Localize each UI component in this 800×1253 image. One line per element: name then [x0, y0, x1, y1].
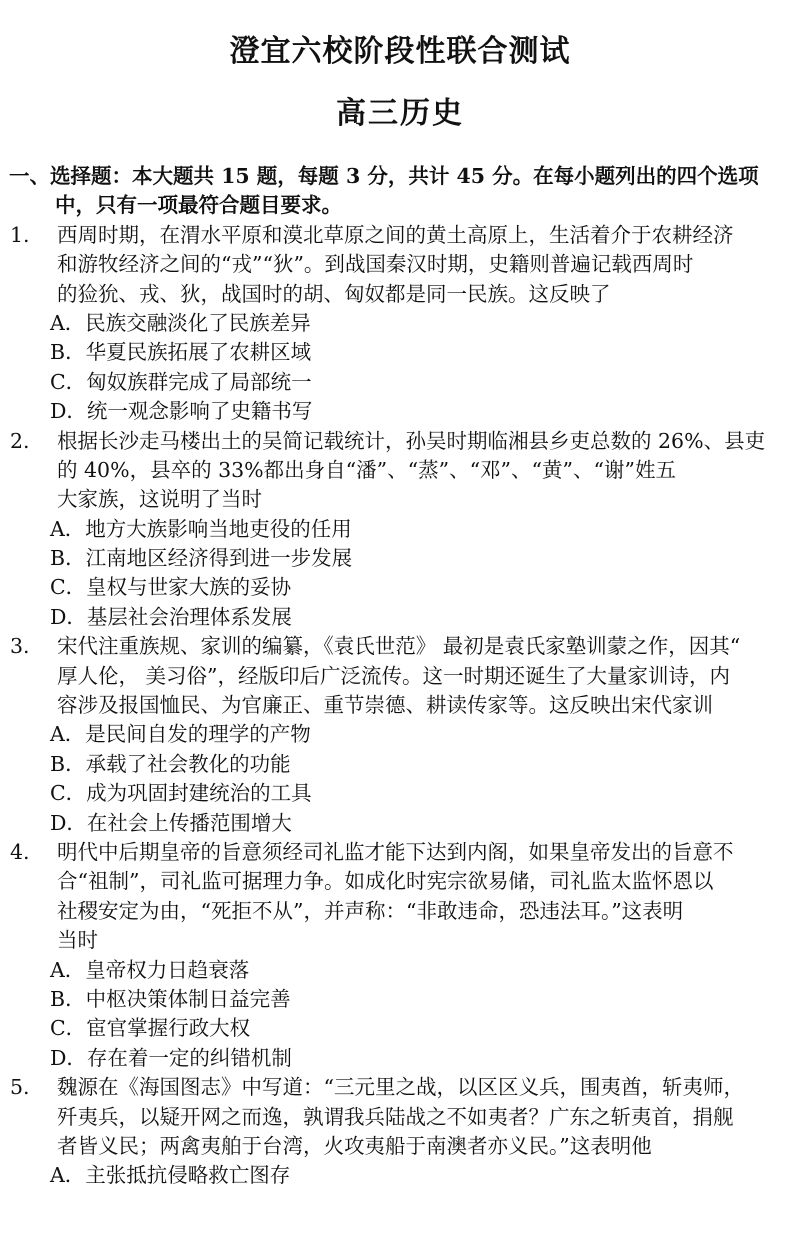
option-text: C．成为巩固封建统治的工具	[50, 781, 312, 806]
option-d	[0, 397, 800, 426]
option-text: D．基层社会治理体系发展	[50, 604, 292, 629]
question-text: 的猃狁、戎、狄，战国时的胡、匈奴都是同一民族。这反映了	[57, 281, 611, 306]
option-b	[0, 750, 800, 779]
option-text: B．华夏民族拓展了农耕区域	[50, 340, 312, 365]
question-2-line	[0, 485, 800, 514]
question-text: 合“祖制”，司礼监可据理力争。如成化时宪宗欲易储，司礼监太监怀恩以	[57, 869, 714, 894]
option-text: B．江南地区经济得到进一步发展	[50, 546, 353, 571]
question-text: 大家族，这说明了当时	[57, 487, 262, 512]
option-text: D．存在着一定的纠错机制	[50, 1045, 292, 1070]
option-c	[0, 573, 800, 602]
option-text: C．宦官掌握行政大权	[50, 1016, 251, 1041]
option-d	[0, 603, 800, 632]
option-text: D．统一观念影响了史籍书写	[50, 399, 313, 424]
question-text: 西周时期，在渭水平原和漠北草原之间的黄土高原上，生活着介于农耕经济	[57, 222, 734, 247]
option-text: C．皇权与世家大族的妥协	[50, 575, 292, 600]
question-4-line	[0, 867, 800, 896]
section-heading-line: 中，只有一项最符合题目要求。	[55, 193, 342, 218]
question-5-line	[0, 1132, 800, 1161]
question-1	[0, 221, 800, 250]
question-1-line	[0, 250, 800, 279]
option-a	[0, 956, 800, 985]
option-text: A．主张抵抗侵略救亡图存	[50, 1163, 291, 1188]
option-a	[0, 309, 800, 338]
option-d	[0, 809, 800, 838]
question-text: 者皆义民；两禽夷舶于台湾，火攻夷船于南澳者亦义民。”这表明他	[57, 1133, 652, 1158]
question-3-line	[0, 691, 800, 720]
question-number: 5.	[10, 1075, 30, 1100]
question-text: 的 40%，县卒的 33%都出身自“潘”、“蒸”、“邓”、“黄”、“谢”姓五	[57, 457, 676, 482]
question-text: 社稷安定为由，“死拒不从”，并声称：“非敢违命，恐违法耳。”这表明	[57, 898, 684, 923]
question-text: 歼夷兵，以疑开网之而逸，孰谓我兵陆战之不如夷者？广东之斩夷首，捐舰	[57, 1104, 734, 1129]
question-4	[0, 838, 800, 867]
option-a	[0, 515, 800, 544]
question-5	[0, 1073, 800, 1102]
question-text: 明代中后期皇帝的旨意须经司礼监才能下达到内阁，如果皇帝发出的旨意不	[57, 839, 734, 864]
question-2	[0, 427, 800, 456]
question-text: 宋代注重族规、家训的编纂，《袁氏世范》 最初是袁氏家塾训蒙之作，因其“	[57, 634, 741, 659]
question-3	[0, 632, 800, 661]
option-c	[0, 1014, 800, 1043]
option-text: C．匈奴族群完成了局部统一	[50, 369, 312, 394]
option-text: B．承载了社会教化的功能	[50, 751, 291, 776]
option-text: B．中枢决策体制日益完善	[50, 986, 291, 1011]
question-number: 4.	[10, 839, 30, 864]
question-2-line	[0, 456, 800, 485]
document-subtitle: 高三历史	[336, 96, 464, 131]
option-text: D．在社会上传播范围增大	[50, 810, 292, 835]
option-text: A．皇帝权力日趋衰落	[50, 957, 250, 982]
question-text: 厚人伦， 美习俗”，经版印后广泛流传。这一时期还诞生了大量家训诗，内	[57, 663, 730, 688]
option-text: A．地方大族影响当地吏役的任用	[50, 516, 352, 541]
question-4-line	[0, 897, 800, 926]
question-text: 魏源在《海国图志》中写道：“三元里之战，以区区义兵，围夷酋，斩夷师，	[57, 1075, 744, 1100]
option-a	[0, 1161, 800, 1190]
section-heading	[0, 162, 800, 191]
option-b	[0, 338, 800, 367]
option-text: A．民族交融淡化了民族差异	[50, 310, 311, 335]
question-3-line	[0, 662, 800, 691]
option-b	[0, 985, 800, 1014]
question-number: 2.	[10, 428, 30, 453]
question-number: 1.	[10, 222, 30, 247]
question-1-line	[0, 280, 800, 309]
question-text: 根据长沙走马楼出土的吴简记载统计，孙吴时期临湘县乡吏总数的 26%、县吏	[57, 428, 766, 453]
exam-content	[0, 162, 800, 1191]
option-d	[0, 1044, 800, 1073]
option-c	[0, 368, 800, 397]
question-number: 3.	[10, 634, 30, 659]
option-c	[0, 779, 800, 808]
section-heading-line: 一、选择题：本大题共 15 题，每题 3 分，共计 45 分。在每小题列出的四个选项	[9, 164, 759, 188]
question-5-line	[0, 1103, 800, 1132]
question-text: 当时	[57, 928, 98, 953]
question-4-line	[0, 926, 800, 955]
option-b	[0, 544, 800, 573]
question-text: 容涉及报国恤民、为官廉正、重节崇德、耕读传家等。这反映出宋代家训	[57, 693, 713, 718]
section-heading	[0, 191, 800, 220]
option-text: A．是民间自发的理学的产物	[50, 722, 311, 747]
document-title: 澄宜六校阶段性联合测试	[229, 34, 571, 69]
question-text: 和游牧经济之间的“戎”“狄”。到战国秦汉时期，史籍则普遍记载西周时	[57, 252, 694, 277]
option-a	[0, 720, 800, 749]
